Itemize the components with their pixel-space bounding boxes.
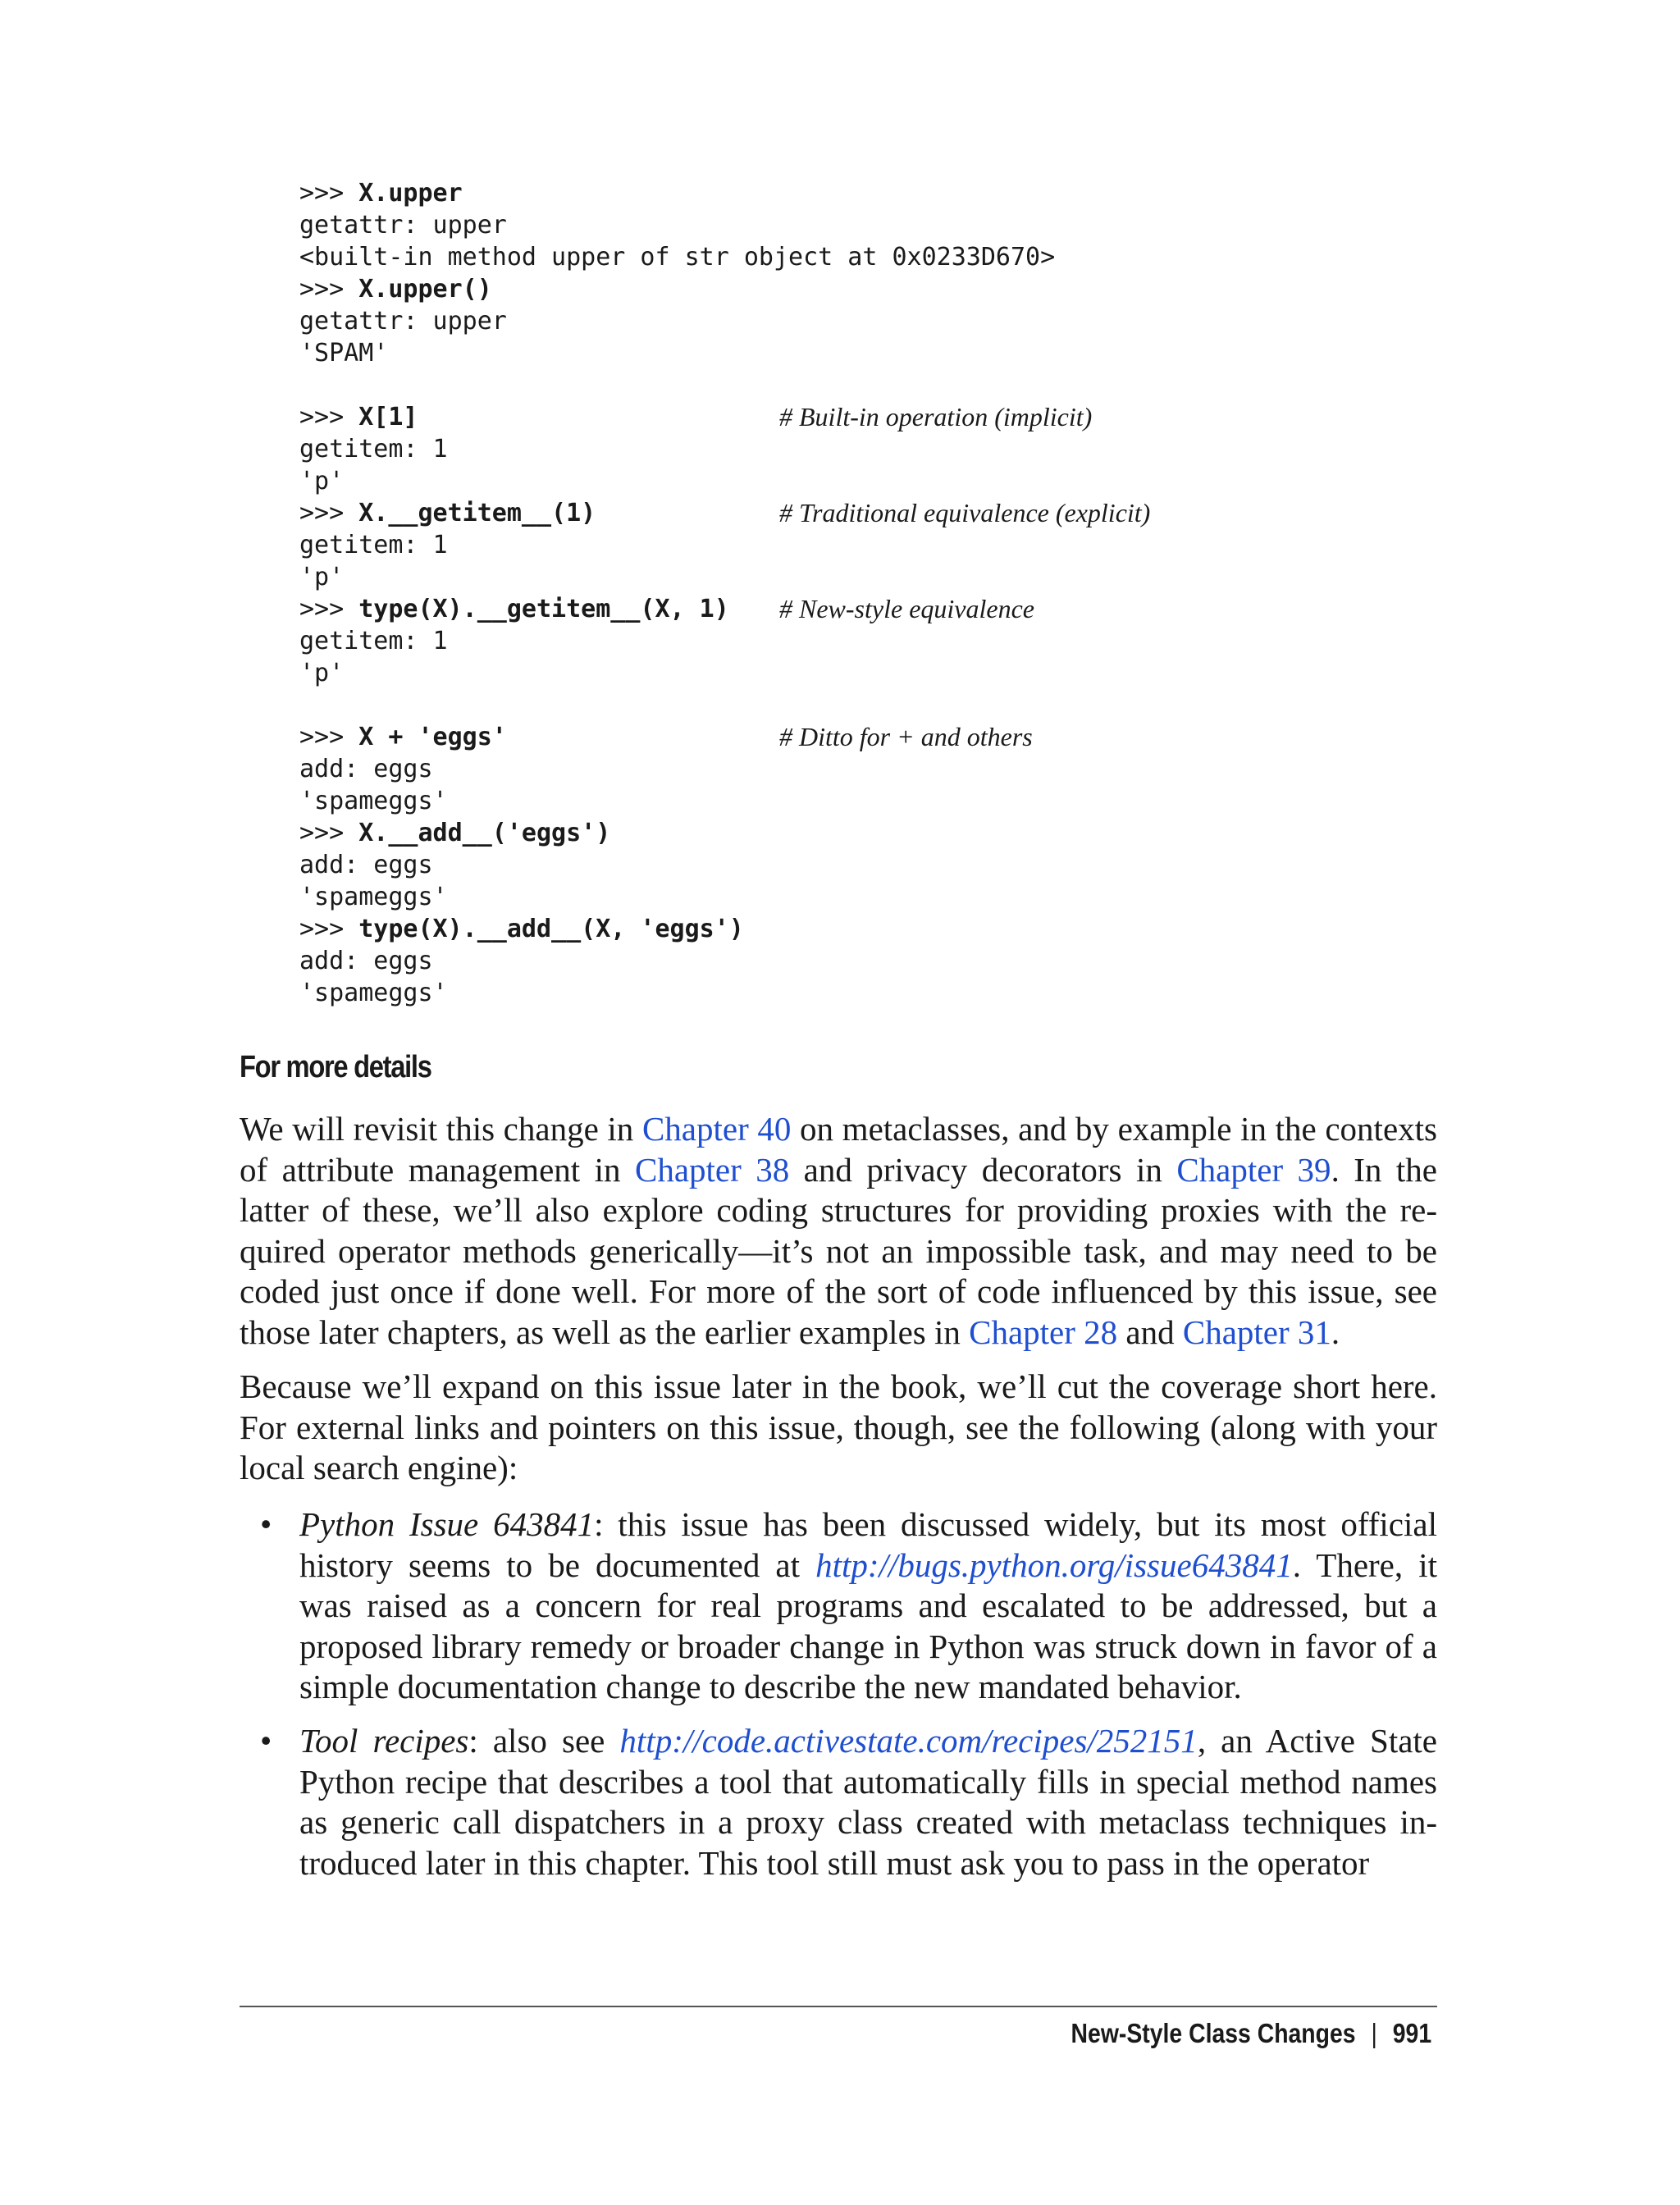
text: : this issue has been discussed widely, but its most official history seems to be documented at: [299, 1505, 1437, 1584]
code-line: [299, 497, 1530, 529]
code-text: >>>: [299, 595, 359, 623]
code-text: 'SPAM': [299, 339, 389, 368]
code-line: [299, 273, 1530, 305]
paragraph-revisit: [240, 1109, 1437, 1353]
code-line: [299, 977, 1530, 1009]
bullet-icon: •: [260, 1505, 272, 1543]
code-input: X.__getitem__(1): [358, 499, 596, 527]
code-line: [299, 849, 1530, 881]
code-input: type(X).__add__(X, 'eggs'): [358, 915, 744, 943]
code-line: [299, 529, 1530, 561]
text: , an Active State Python recipe that describes a tool that automatically fills in special method names as generic call dispatchers in a proxy class created with metaclass techniques in-troduced later in this chapter. This tool still must ask you to pass in the operator: [299, 1722, 1437, 1882]
code-line: [299, 369, 1530, 401]
code-input: X + 'eggs': [358, 723, 507, 751]
text: and: [1117, 1312, 1183, 1351]
bullet-icon: •: [260, 1722, 272, 1760]
bullet-title: Python Issue 643841: [299, 1505, 595, 1543]
code-text: getitem: 1: [299, 435, 448, 463]
code-text: getitem: 1: [299, 531, 448, 559]
link-chapter-40[interactable]: Chapter 40: [641, 1110, 792, 1148]
code-line: [299, 593, 1530, 625]
code-text: >>>: [299, 723, 359, 751]
code-line: [299, 177, 1530, 209]
link-chapter-38[interactable]: Chapter 38: [634, 1150, 790, 1189]
code-input: X.__add__('eggs'): [358, 819, 611, 847]
code-line: [299, 913, 1530, 945]
text: We will revisit this change in: [240, 1110, 642, 1148]
text: . There, it was raised as a concern for real programs and escalated to be addressed, but a proposed library remedy or broader change in Python was struck down in favor of a simple documentation change to describe the new mandated behavior.: [299, 1545, 1437, 1705]
code-line: [299, 817, 1530, 849]
code-comment: # Traditional equivalence (explicit): [779, 498, 1151, 527]
link-chapter-39[interactable]: Chapter 39: [1176, 1150, 1331, 1189]
link-bugs-python[interactable]: http://bugs.python.org/issue643841: [815, 1545, 1293, 1584]
footer-section-title: New-Style Class Changes: [1071, 2018, 1356, 2048]
paragraph-coverage: Because we’ll expand on this issue later in the book, we’ll cut the coverage short here. For external links and pointers on this issue, though, see the following (along with your local search engine):: [240, 1367, 1437, 1486]
code-line: [299, 401, 1530, 433]
code-input: X[1]: [358, 403, 418, 431]
code-input: type(X).__getitem__(X, 1): [358, 595, 729, 623]
code-line: [299, 753, 1530, 785]
code-line: [299, 465, 1530, 497]
code-line: [299, 241, 1530, 273]
code-text: >>>: [299, 915, 359, 943]
code-text: <built-in method upper of str object at 0x0233D670>: [299, 243, 1056, 272]
footer-separator: |: [1371, 2018, 1377, 2048]
code-text: 'spameggs': [299, 979, 448, 1007]
code-text: >>>: [299, 819, 359, 847]
code-text: add: eggs: [299, 755, 433, 783]
code-line: [299, 561, 1530, 593]
code-text: >>>: [299, 403, 359, 431]
code-text: 'p': [299, 467, 345, 495]
code-input: X.upper(): [358, 275, 492, 304]
code-text: 'p': [299, 563, 345, 591]
code-text: >>>: [299, 179, 359, 208]
code-text: 'spameggs': [299, 787, 448, 815]
code-line: [299, 785, 1530, 817]
code-text: >>>: [299, 499, 359, 527]
code-line: [299, 209, 1530, 241]
bullet-item-tool-recipes: [260, 1721, 1437, 1883]
code-comment: # New-style equivalence: [779, 594, 1034, 623]
code-comment: # Ditto for + and others: [779, 722, 1033, 751]
page-number: 991: [1392, 2018, 1431, 2048]
bullet-item-python-issue: [260, 1504, 1437, 1708]
text: on metaclasses, and by example in the contexts of attribute management in: [240, 1110, 1437, 1189]
link-chapter-28[interactable]: Chapter 28: [969, 1312, 1118, 1351]
code-line: [299, 881, 1530, 913]
code-comment: # Built-in operation (implicit): [779, 402, 1093, 431]
code-text: getitem: 1: [299, 627, 448, 655]
page-footer: [1071, 2018, 1431, 2049]
code-text: 'spameggs': [299, 883, 448, 911]
code-line: [299, 433, 1530, 465]
footer-rule: [240, 2006, 1437, 2007]
text: and privacy decorators in: [789, 1150, 1177, 1189]
text: : also see: [468, 1722, 620, 1760]
code-input: X.upper: [358, 179, 463, 208]
link-activestate-recipe[interactable]: http://code.activestate.com/recipes/252151: [619, 1722, 1198, 1760]
code-line: [299, 657, 1530, 689]
code-line: [299, 945, 1530, 977]
section-heading: For more details: [240, 1050, 431, 1084]
code-line: [299, 305, 1530, 337]
bullet-title: Tool recipes: [299, 1722, 469, 1760]
code-line: [299, 625, 1530, 657]
code-text: add: eggs: [299, 851, 433, 879]
code-text: getattr: upper: [299, 211, 507, 240]
code-text: 'p': [299, 659, 345, 687]
code-text: >>>: [299, 275, 359, 304]
text: .: [1331, 1312, 1340, 1351]
code-line: [299, 721, 1530, 753]
text: . In the latter of these, we’ll also explore coding structures for providing proxies with the re-quired operator methods generically—it’s not an impossible task, and may need to be coded just once if done well. For more of the sort of code influenced by this issue, see those later chapters, as well as the earlier examples in: [240, 1150, 1437, 1351]
code-block: [299, 177, 1530, 1009]
code-line: [299, 337, 1530, 369]
link-chapter-31[interactable]: Chapter 31: [1182, 1312, 1331, 1351]
code-text: add: eggs: [299, 947, 433, 975]
code-text: getattr: upper: [299, 307, 507, 336]
code-line: [299, 689, 1530, 721]
